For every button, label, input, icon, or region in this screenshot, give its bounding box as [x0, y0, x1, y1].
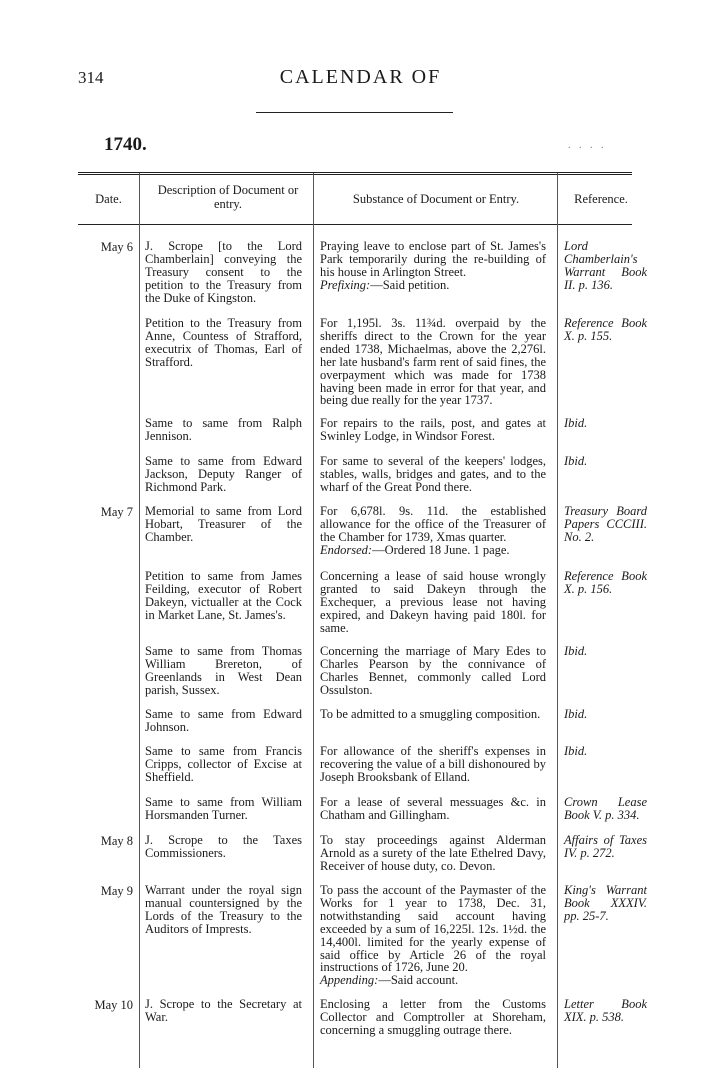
entry-date: May 9	[100, 884, 133, 898]
entry-description: Same to same from Ralph Jennison.	[145, 416, 302, 443]
entry-description: Same to same from Thomas William Brereton, of Greenlands in West Dean parish, Sussex.	[145, 644, 302, 697]
entry-substance: Concerning the marriage of Mary Edes to Charles Pearson by the connivance of Charles Bennet, commonly called Lord Ossulston.	[320, 644, 546, 697]
substance-note-label: Appending:	[320, 973, 379, 988]
column-divider	[557, 173, 558, 1068]
substance-text: Praying leave to enclose part of St. James's Park temporarily during the re-building of his house in Arlington Street.	[320, 239, 546, 279]
entry-description: Petition to same from James Feilding, executor of Robert Dakeyn, victualler at the Cock in Market Lane, St. James's.	[145, 569, 302, 622]
decorative-dots: . . . .	[568, 140, 607, 151]
column-header-description: Description of Document or entry.	[157, 183, 299, 211]
table-top-rule	[78, 172, 632, 173]
entry-substance: For a lease of several messuages &c. in Chatham and Gillingham.	[320, 795, 546, 822]
entry-substance: To stay proceedings against Alderman Arnold as a surety of the late Ethelred Davy, Receiver of house duty, co. Devon.	[320, 833, 546, 873]
table-top-rule-double	[78, 174, 632, 175]
substance-note: —Said account.	[378, 973, 459, 988]
entry-reference: Ibid.	[564, 454, 588, 468]
column-header-reference: Reference.	[574, 192, 628, 206]
entry-reference: Letter Book XIX. p. 538.	[564, 997, 647, 1024]
entry-reference: King's Warrant Book XXXIV. pp. 25-7.	[564, 883, 647, 923]
entry-date: May 10	[94, 998, 133, 1012]
entry-substance	[320, 884, 546, 987]
entry-date: May 8	[100, 834, 133, 848]
entry-description: Same to same from William Horsmanden Turner.	[145, 795, 302, 822]
substance-note-label: Prefixing:	[320, 277, 371, 292]
entry-description: Same to same from Edward Johnson.	[145, 707, 302, 734]
column-header-date: Date.	[95, 192, 122, 206]
column-divider	[139, 173, 140, 1068]
entry-reference: Crown Lease Book V. p. 334.	[564, 795, 647, 822]
entry-substance: For repairs to the rails, post, and gates at Swinley Lodge, in Windsor Forest.	[320, 416, 546, 443]
entry-substance: To be admitted to a smuggling composition.	[320, 707, 541, 721]
year-heading: 1740.	[104, 134, 147, 155]
substance-note: —Ordered 18 June. 1 page.	[372, 542, 510, 557]
entry-reference: Affairs of Taxes IV. p. 272.	[564, 833, 647, 860]
entry-substance	[320, 505, 546, 557]
entry-substance	[320, 240, 546, 292]
page-number: 314	[78, 68, 104, 87]
entry-description: Petition to the Treasury from Anne, Countess of Strafford, executrix of Thomas, Earl of Strafford.	[145, 316, 302, 369]
substance-text: To pass the account of the Paymaster of the Works for 1 year to 1738, Dec. 31, notwithstanding said account having exceeded by a sum of 16,225l. 12s. 1½d. the 14,400l. limited for the yearly expense of said office by Article 26 of the royal instructions of 1726, June 20.	[320, 883, 546, 975]
entry-reference: Ibid.	[564, 644, 588, 658]
entry-description: J. Scrope to the Taxes Commissioners.	[145, 833, 302, 860]
entry-substance: Enclosing a letter from the Customs Collector and Comptroller at Shoreham, concerning a smuggling outrage there.	[320, 997, 546, 1037]
entry-substance: Concerning a lease of said house wrongly granted to said Dakeyn through the Exchequer, a previous lease not having expired, and Dakeyn having paid 180l. for same.	[320, 569, 546, 635]
entry-date: May 7	[100, 505, 133, 519]
table-header-rule	[78, 224, 632, 225]
entry-description: Same to same from Francis Cripps, collector of Excise at Sheffield.	[145, 744, 302, 784]
entry-reference: Reference Book X. p. 155.	[564, 316, 647, 343]
entry-reference: Reference Book X. p. 156.	[564, 569, 647, 596]
entry-substance: For 1,195l. 3s. 11¾d. overpaid by the sheriffs direct to the Crown for the year ended 1738, Michaelmas, above the 2,276l. her late husband's farm rent of said fines, the overpayment which was made for 1738 having been made in error for that year, and being due really for the year 1737.	[320, 316, 546, 408]
entry-substance: For same to several of the keepers' lodges, stables, walls, bridges and gates, and to the wharf of the Great Pond there.	[320, 454, 546, 494]
entry-reference: Ibid.	[564, 416, 588, 430]
column-divider	[313, 173, 314, 1068]
entry-reference: Ibid.	[564, 744, 588, 758]
entry-description: J. Scrope [to the Lord Chamberlain] conveying the Treasury consent to the petition to the Treasury from the Duke of Kingston.	[145, 239, 302, 305]
entry-description: Memorial to same from Lord Hobart, Treasurer of the Chamber.	[145, 504, 302, 544]
running-head: CALENDAR OF	[279, 66, 442, 88]
substance-note: —Said petition.	[370, 277, 450, 292]
column-header-substance: Substance of Document or Entry.	[352, 192, 520, 206]
substance-note-label: Endorsed:	[320, 542, 373, 557]
entry-substance: For allowance of the sheriff's expenses in recovering the value of a bill dishonoured by Joseph Brooksbank of Elland.	[320, 744, 546, 784]
substance-text: For 6,678l. 9s. 11d. the established allowance for the office of the Treasurer of the Chamber for 1739, Xmas quarter.	[320, 504, 546, 544]
entry-description: Warrant under the royal sign manual countersigned by the Lords of the Treasury to the Auditors of Imprests.	[145, 883, 302, 936]
header-rule	[256, 112, 453, 113]
entry-reference: Treasury Board Papers CCCIII. No. 2.	[564, 504, 647, 544]
entry-description: Same to same from Edward Jackson, Deputy Ranger of Richmond Park.	[145, 454, 302, 494]
entry-reference: Lord Chamberlain's Warrant Book II. p. 136.	[564, 239, 647, 292]
entry-date: May 6	[100, 240, 133, 254]
entry-reference: Ibid.	[564, 707, 588, 721]
entry-description: J. Scrope to the Secretary at War.	[145, 997, 302, 1024]
